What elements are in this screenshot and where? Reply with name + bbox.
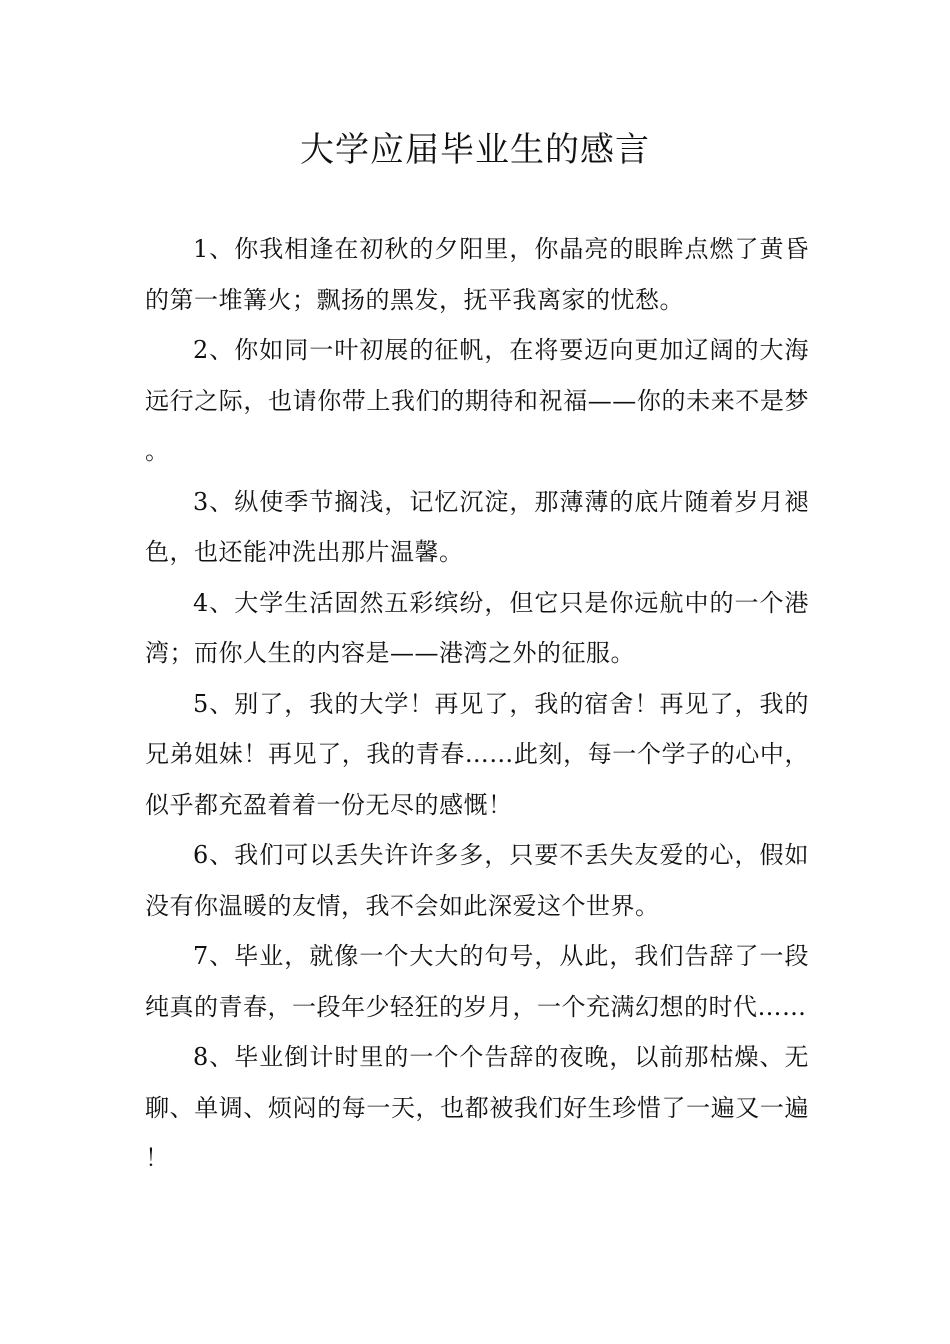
paragraph-1: 1、你我相逢在初秋的夕阳里，你晶亮的眼眸点燃了黄昏的第一堆篝火；飘扬的黑发，抚平我离家的忧愁。 (145, 235, 809, 314)
paragraph-7: 7、毕业，就像一个大大的句号，从此，我们告辞了一段纯真的青春，一段年少轻狂的岁月，一个充满幻想的时代…… (145, 942, 809, 1021)
paragraph-2: 2、你如同一叶初展的征帆，在将要迈向更加辽阔的大海远行之际，也请你带上我们的期待和祝福——你的未来不是梦。 (145, 336, 809, 465)
paragraph-4: 4、大学生活固然五彩缤纷，但它只是你远航中的一个港湾；而你人生的内容是——港湾之外的征服。 (145, 588, 809, 667)
paragraph-6: 6、我们可以丢失许许多多，只要不丢失友爱的心，假如没有你温暖的友情，我不会如此深爱这个世界。 (145, 841, 809, 920)
document-body (145, 224, 809, 1184)
paragraph-5: 5、别了，我的大学！再见了，我的宿舍！再见了，我的兄弟姐妹！再见了，我的青春……此刻，每一个学子的心中，似乎都充盈着着一份无尽的感慨！ (145, 689, 809, 819)
paragraph-3: 3、纵使季节搁浅，记忆沉淀，那薄薄的底片随着岁月褪色，也还能冲洗出那片温馨。 (145, 487, 809, 566)
paragraph-8: 8、毕业倒计时里的一个个告辞的夜晚，以前那枯燥、无聊、单调、烦闷的每一天，也都被我们好生珍惜了一遍又一遍！ (145, 1043, 809, 1172)
document-title: 大学应届毕业生的感言 (300, 130, 650, 170)
